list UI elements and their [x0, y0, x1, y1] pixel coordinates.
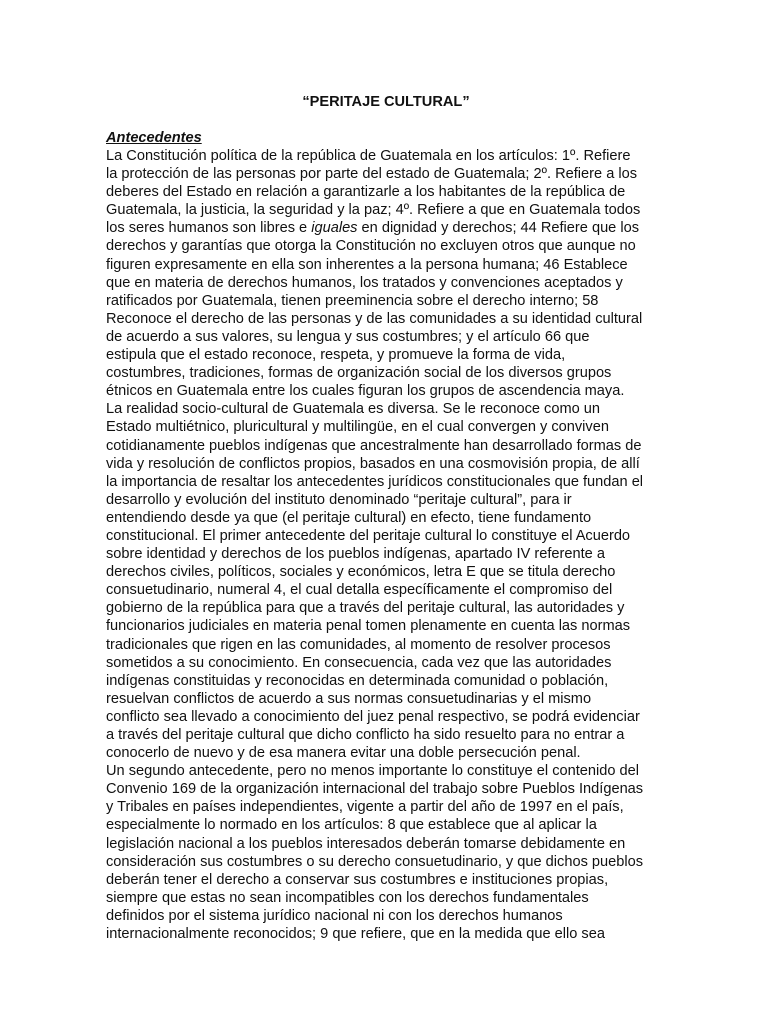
body-line: Un segundo antecedente, pero no menos importante lo constituye el contenido del: [106, 763, 640, 780]
body-line: desarrollo y evolución del instituto denominado “peritaje cultural”, para ir: [106, 491, 572, 508]
body-line: constitucional. El primer antecedente del peritaje cultural lo constituye el Acuerdo: [106, 527, 631, 544]
body-line: La Constitución política de la república de Guatemala en los artículos: 1º. Refiere: [106, 148, 631, 164]
body-line: [106, 219, 666, 237]
body-line: figuren expresamente en ella son inherentes a la persona humana; 46 Establece: [106, 256, 628, 273]
body-line-text: en dignidad y derechos; 44 Refiere que los: [357, 220, 640, 237]
body-line: sometidos a su conocimiento. En consecuencia, cada vez que las autoridades: [106, 654, 612, 671]
body-line: vida y resolución de conflictos propios, basados en una cosmovisión propia, de allí: [106, 455, 640, 472]
body-line: deberán tener el derecho a conservar sus costumbres e instituciones propias,: [106, 871, 609, 888]
body-line: estipula que el estado reconoce, respeta, y promueve la forma de vida,: [106, 347, 566, 364]
body-line: Reconoce el derecho de las personas y de las comunidades a su identidad cultural: [106, 310, 643, 327]
document-title: “PERITAJE CULTURAL”: [302, 94, 470, 110]
body-line: definidos por el sistema jurídico nacional ni con los derechos humanos: [106, 907, 563, 924]
body-line: consuetudinario, numeral 4, el cual detalla específicamente el compromiso del: [106, 582, 613, 599]
body-line: conocerlo de nuevo y de esa manera evitar una doble persecución penal.: [106, 745, 581, 762]
body-line: resuelvan conflictos de acuerdo a sus normas consuetudinarias y el mismo: [106, 690, 592, 707]
section-heading: Antecedentes: [106, 130, 202, 146]
body-line: conflicto sea llevado a conocimiento del juez penal respectivo, se podrá evidenciar: [106, 708, 640, 725]
body-line: la protección de las personas por parte del estado de Guatemala; 2º. Refiere a los: [106, 166, 638, 183]
body-line: que en materia de derechos humanos, los tratados y convenciones aceptados y: [106, 274, 623, 291]
body-line: de acuerdo a sus valores, su lengua y sus costumbres; y el artículo 66 que: [106, 328, 590, 345]
body-line: deberes del Estado en relación a garantizarle a los habitantes de la república de: [106, 184, 626, 201]
body-line: sobre identidad y derechos de los pueblos indígenas, apartado IV referente a: [106, 546, 605, 563]
body-line: Convenio 169 de la organización internacional del trabajo sobre Pueblos Indígenas: [106, 781, 644, 798]
body-line-text: los seres humanos son libres e: [106, 220, 312, 237]
body-line: internacionalmente reconocidos; 9 que refiere, que en la medida que ello sea: [106, 926, 605, 943]
body-line: ratificados por Guatemala, tienen preeminencia sobre el derecho interno; 58: [106, 292, 599, 309]
body-line: consideración sus costumbres o su derecho consuetudinario, y que dichos pueblos: [106, 853, 644, 870]
body-line: entendiendo desde ya que (el peritaje cultural) en efecto, tiene fundamento: [106, 509, 592, 526]
body-line: siempre que estas no sean incompatibles con los derechos fundamentales: [106, 889, 589, 906]
body-line: a través del peritaje cultural que dicho conflicto ha sido resuelto para no entrar a: [106, 727, 625, 743]
body-line: cotidianamente pueblos indígenas que ancestralmente han desarrollado formas de: [106, 437, 642, 454]
body-line: especialmente lo normado en los artículos: 8 que establece que al aplicar la: [106, 817, 597, 834]
document-page: [106, 93, 666, 943]
body-line: la importancia de resaltar los antecedentes jurídicos constitucionales que fundan el: [106, 473, 644, 490]
body-line: gobierno de la república para que a través del peritaje cultural, las autoridades y: [106, 600, 625, 617]
body-text: [106, 147, 666, 943]
body-line: La realidad socio-cultural de Guatemala es diversa. Se le reconoce como un: [106, 401, 601, 418]
italic-word: iguales: [311, 220, 358, 237]
body-line: derechos civiles, políticos, sociales y económicos, letra E que se titula derecho: [106, 564, 616, 581]
body-line: y Tribales en países independientes, vigente a partir del año de 1997 en el país,: [106, 799, 624, 816]
body-line: derechos y garantías que otorga la Constitución no excluyen otros que aunque no: [106, 238, 636, 255]
body-line: Estado multiétnico, pluricultural y multilingüe, en el cual convergen y conviven: [106, 419, 609, 436]
body-line: tradicionales que rigen en las comunidades, al momento de resolver procesos: [106, 636, 611, 653]
body-line: funcionarios judiciales en materia penal tomen plenamente en cuenta las normas: [106, 618, 631, 635]
body-line: legislación nacional a los pueblos interesados deberán tomarse debidamente en: [106, 835, 626, 852]
body-line: Guatemala, la justicia, la seguridad y la paz; 4º. Refiere a que en Guatemala todos: [106, 202, 641, 219]
body-line: étnicos en Guatemala entre los cuales figuran los grupos de ascendencia maya.: [106, 383, 625, 400]
body-line: indígenas constituidas y reconocidas en determinada comunidad o población,: [106, 672, 609, 689]
body-line: costumbres, tradiciones, formas de organización social de los diversos grupos: [106, 365, 612, 382]
